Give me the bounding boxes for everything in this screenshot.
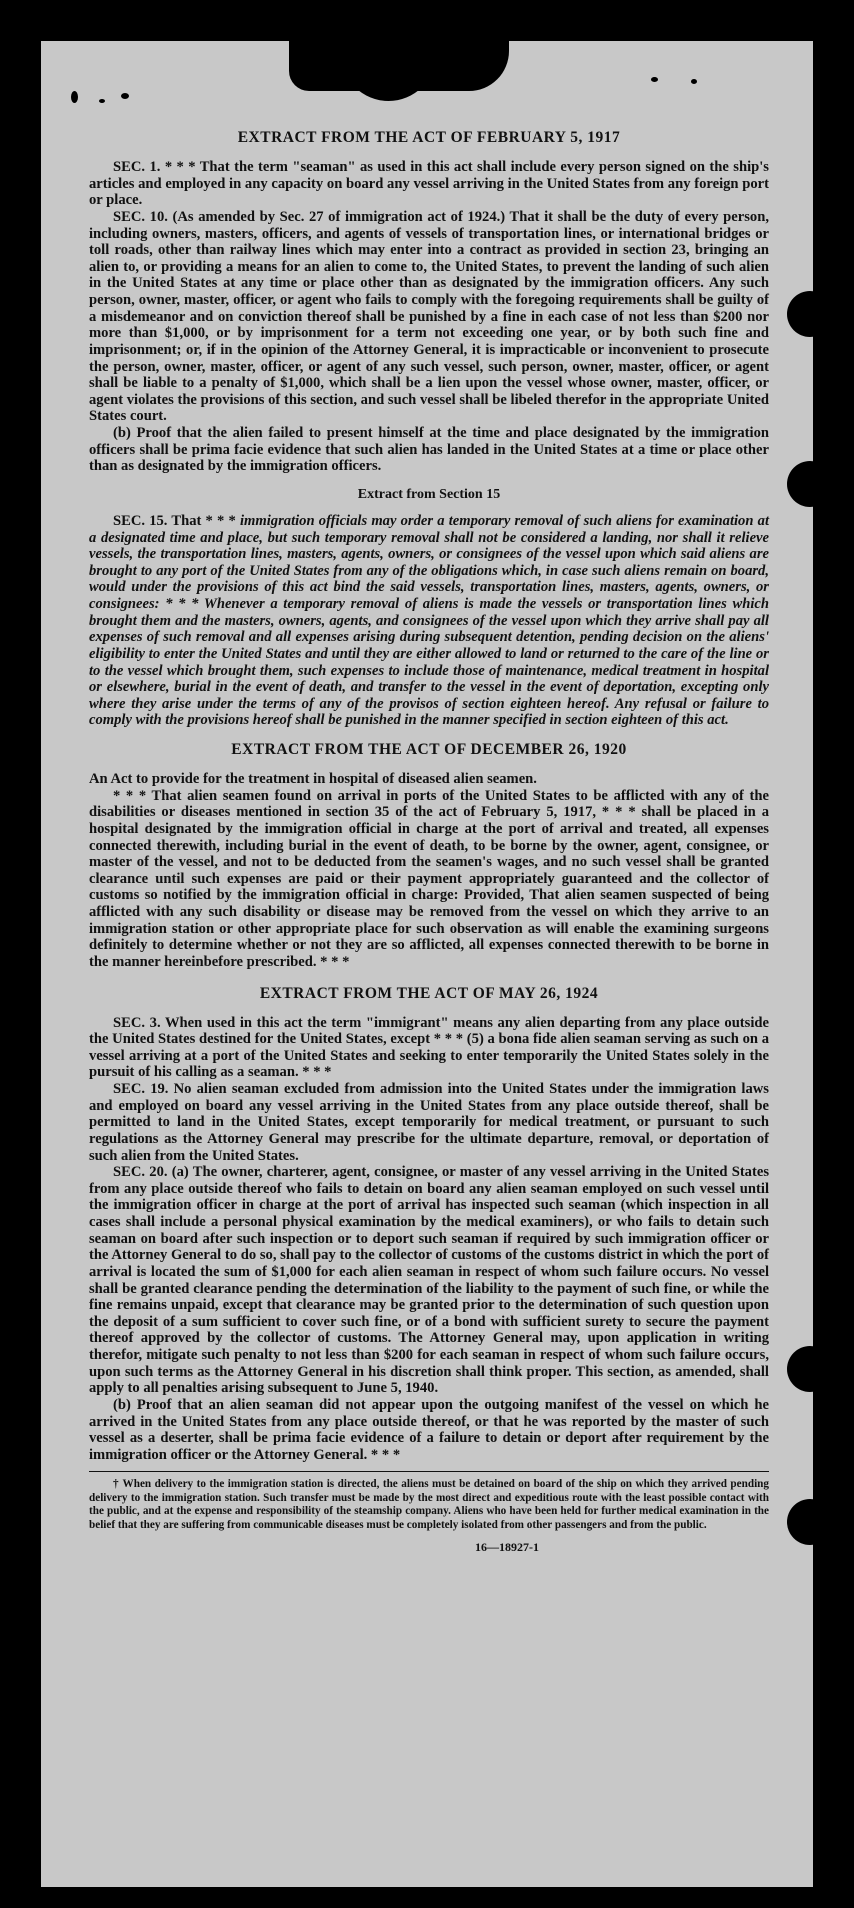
punch-hole (787, 1499, 813, 1545)
punch-hole (787, 461, 813, 507)
paragraph: SEC. 20. (a) The owner, charterer, agent, consignee, or master of any vessel arriving in the United States from any place outside thereof who fails to detain on board any alien seaman employed on such vessel until the immigration officer in charge at the port of arrival has inspected such seaman (which inspection in all cases shall include a personal physical examination by the medical examiners), or who fails to detain such seaman on board after such inspection or to deport such seaman if required by such immigration officer or the Attorney General to do so, shall pay to the collector of customs of the customs district in which the port of arrival is located the sum of $1,000 for each alien seaman in respect of whom such failure occurs. No vessel shall be granted clearance pending the determination of the liability to the payment of such fine, or while the fine remains unpaid, except that clearance may be granted prior to the determination of such question upon the deposit of a sum sufficient to cover such fine, or of a bond with sufficient surety to secure the payment thereof approved by the collector of customs. The Attorney General may, upon application in writing therefor, mitigate such penalty to not less than $200 for each seaman in respect of whom such failure occurs, upon such terms as the Attorney General in his discretion shall think proper. This section, as amended, shall apply to all penalties arising subsequent to June 5, 1940. (89, 1164, 769, 1397)
section-lead: SEC. 15. That * * * (113, 512, 240, 529)
punch-hole (787, 291, 813, 337)
paragraph: (b) Proof that an alien seaman did not appear upon the outgoing manifest of the vessel on which he arrived in the United States from any place outside thereof, or that he was reported by the master of such vessel as a deserter, shall be prima facie evidence of a failure to detain or deport after requirement by the immigration officer or the Attorney General. * * * (89, 1396, 769, 1463)
paragraph: SEC. 10. (As amended by Sec. 27 of immigration act of 1924.) That it shall be the duty of every person, including owners, masters, officers, and agents of vessels of transportation lines, or international bridges or toll roads, other than railway lines which may enter into a contract as provided in section 23, bringing an alien to, or providing a means for an alien to come to, the United States, to prevent the landing of such alien in the United States at any time or place other than as designated by the immigration officers. Any such person, owner, master, officer, or agent who fails to comply with the foregoing requirements shall be guilty of a misdemeanor and on conviction thereof shall be punished by a fine in each case of not less than $200 nor more than $1,000, or by imprisonment for a term not exceeding one year, or by both such fine and imprisonment; or, if in the opinion of the Attorney General, it is impracticable or inconvenient to prosecute the person, owner, master, officer, or agent of any such vessel, such person, owner, master, officer, or agent shall be liable to a penalty of $1,000, which shall be a lien upon the vessel whose owner, master, officer, or agent violates the provisions of this section, and such vessel shall be libeled therefor in the appropriate United States court. (89, 208, 769, 425)
form-code: 16—18927-1 (475, 1540, 539, 1555)
torn-edge (341, 41, 436, 101)
document-content (89, 129, 769, 1555)
paragraph: SEC. 19. No alien seaman excluded from admission into the United States under the immigration laws and employed on board any vessel arriving in the United States from any place outside thereof, shall be permitted to land in the United States, except temporarily for medical treatment, or pursuant to such regulations as the Attorney General may prescribe for the ultimate departure, removal, or deportation of such alien from the United States. (89, 1081, 769, 1164)
section-heading: EXTRACT FROM THE ACT OF FEBRUARY 5, 1917 (237, 129, 621, 146)
ink-speck (71, 91, 78, 103)
section-heading: EXTRACT FROM THE ACT OF DECEMBER 26, 1920 (231, 741, 627, 758)
section-heading: Extract from Section 15 (357, 486, 501, 502)
paragraph: (b) Proof that the alien failed to present himself at the time and place designated by the immigration officers shall be prima facie evidence that such alien has landed in the United States at a time or place other than as designated by the immigration officers. (89, 425, 769, 475)
paragraph: SEC. 3. When used in this act the term "immigrant" means any alien departing from any place outside the United States destined for the United States, except * * * (5) a bona fide alien seaman serving as such on a vessel arriving at a port of the United States and seeking to enter temporarily the United States solely in the pursuit of his calling as a seaman. * * * (89, 1014, 769, 1081)
footnote: † When delivery to the immigration station is directed, the aliens must be detained on board of the ship on which they arrived pending delivery to the immigration station. Such transfer must be made by the most direct and expeditious route with the least possible contact with the public, and at the expense and responsibility of the steamship company. Aliens who have been held for further medical examination in the belief that they are suffering from communicable diseases must be completely isolated from other passengers and from the public. (89, 1478, 769, 1531)
paragraph (89, 513, 769, 729)
ink-speck (121, 93, 129, 99)
punch-hole (787, 1346, 813, 1392)
italic-text: immigration officials may order a temporary removal of such aliens for examination at a designated time and place, but such temporary removal shall not be considered a landing, nor shall it relieve vessels, the transportation lines, masters, agents, owners, or consignees of the vessel upon which said aliens are brought to any port of the United States from any of the obligations which, in case such aliens remain on board, would under the provisions of this act bind the said vessels, transportation lines, masters, agents, owners, or consignees: * * * Whenever a temporary removal of aliens is made the vessels or transportation lines which brought them and the masters, owners, agents, and consignees of the vessel upon which they arrive shall pay all expenses of such removal and all expenses arising during subsequent detention, pending decision on the aliens' eligibility to enter the United States and until they are either allowed to land or returned to the care of the line or to the vessel which brought them, such expenses to include those of maintenance, medical treatment in hospital or elsewhere, burial in the event of death, and transfer to the vessel in the event of deportation, excepting only where they arise under the terms of any of the provisos of section eighteen hereof. Any refusal or failure to comply with the provisions hereof shall be punished in the manner specified in section eighteen of this act. (89, 512, 769, 729)
section-heading: EXTRACT FROM THE ACT OF MAY 26, 1924 (259, 984, 599, 1002)
document-page (41, 41, 813, 1887)
paragraph: * * * That alien seamen found on arrival in ports of the United States to be afflicted with any of the disabilities or diseases mentioned in section 35 of the act of February 5, 1917, * * * shall be placed in a hospital designated by the immigration official in charge at the port of arrival and treated, all expenses connected therewith, including burial in the event of death, to be borne by the owner, agent, consignee, or master of the vessel, and not to be deducted from the seamen's wages, and no such vessel shall be granted clearance until such expenses are paid or their payment appropriately guaranteed and the collector of customs so notified by the immigration official in charge: Provided, That alien seamen suspected of being afflicted with any such disability or disease may be removed from the vessel on which they arrive to an immigration station or other appropriate place for such observation as will enable the examining surgeons definitely to determine whether or not they are so afflicted, all expenses connected therewith to be borne in the manner hereinbefore prescribed. * * * (89, 787, 769, 970)
divider (89, 1471, 769, 1472)
ink-speck (99, 99, 105, 103)
ink-speck (651, 77, 658, 82)
ink-speck (691, 79, 697, 84)
paragraph: SEC. 1. * * * That the term "seaman" as used in this act shall include every person signed on the ship's articles and employed in any capacity on board any vessel arriving in the United States from any foreign port or place. (89, 159, 769, 209)
paragraph: An Act to provide for the treatment in hospital of diseased alien seamen. (89, 771, 537, 787)
